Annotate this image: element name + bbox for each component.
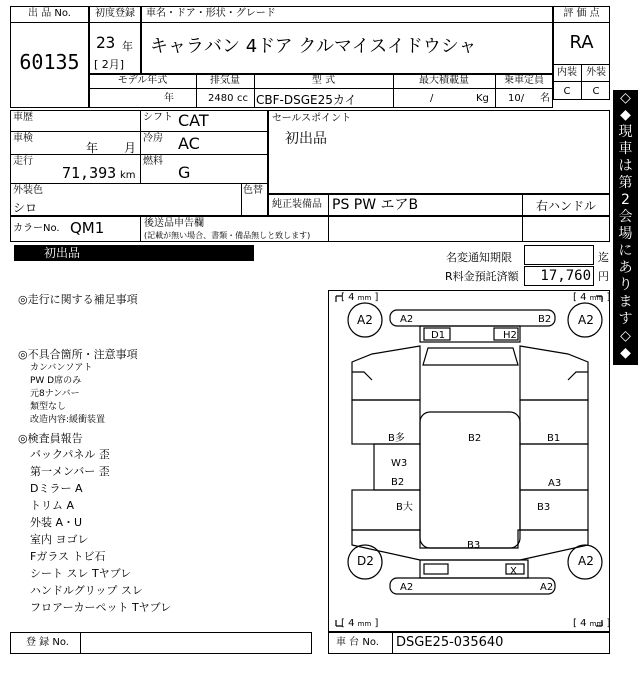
inspector-title: ◎検査員報告 [18,432,83,445]
sidebar-char: 第 [618,175,633,191]
defect-item: 改造内容:緩衝装置 [30,415,106,425]
model-year-label: モデル年式 [117,75,168,86]
first-reg-divider [89,22,141,23]
info-h2 [10,154,268,155]
type-value: CBF-DSGE25カイ [256,93,357,107]
location-sidebar [613,90,638,365]
first-reg-year-unit: 年 [122,40,133,53]
inspection-label: 車検 [13,133,33,144]
car-diagram-lines [328,290,610,632]
car-name-divider [141,22,553,23]
sidebar-char: 2 [621,192,630,208]
panel-center-top: B2 [468,433,482,444]
mileage-label: 走行 [13,156,33,167]
reg-no-divider [80,632,81,654]
panel-right-mid: A3 [548,478,562,489]
sidebar-char: 現 [618,124,633,140]
panel-center-bottom: B3 [467,540,481,551]
info-v1 [140,110,141,183]
inspector-item: ハンドルグリップ スレ [30,584,143,597]
fuel-label: 燃料 [143,156,163,167]
max-load-unit: Kg [476,93,489,104]
mileage-unit: km [120,170,136,181]
inspection-year-unit: 年 [86,141,99,155]
model-year-unit: 年 [164,93,174,104]
sidebar-char: あ [618,260,633,276]
defects-title: ◎不具合箇所・注意事項 [18,348,138,361]
sidebar-char: す [618,311,633,327]
equipment-value: PS PW エアB [332,197,419,213]
tire-top-right: [ 4 mm ] [573,292,611,303]
info-h1 [10,131,268,132]
wheel-rear-right: A2 [578,554,594,568]
interior-grade: C [563,86,571,97]
sidebar-char: に [618,243,633,259]
tire-bottom-left: [ 4 mm ] [341,618,379,629]
sidebar-char: り [618,277,633,293]
sidebar-char: は [618,158,633,174]
max-load-value: / [430,93,434,104]
inspection-month-unit: 月 [124,141,137,155]
lamp-right: H2 [503,330,517,341]
recycle-amount: 17,760 [540,268,591,284]
lot-label: 出 品 No. [28,8,71,19]
lot-number: 60135 [19,50,80,74]
aircon-label: 冷房 [143,133,163,144]
mileage-value: 71,393 [62,164,117,182]
sidebar-char: 会 [618,209,633,225]
type-label: 型 式 [311,75,336,86]
capacity-unit: 名 [540,93,550,104]
panel-left-big: B大 [396,502,413,513]
inspector-item: 外装 A・U [30,516,83,529]
ext-color-label: 外装色 [13,185,43,196]
driving-notes-title: ◎走行に関する補足事項 [18,293,138,306]
name-change-unit: 迄 [598,251,609,264]
sidebar-char: ◇ [620,90,631,106]
inspector-item: Fガラス トビ石 [30,550,106,563]
color-no-label: カラーNo. [13,223,60,234]
sidebar-char: 場 [618,226,633,242]
displacement-value: 2480 [208,93,234,104]
rating-divider [553,22,610,23]
grade-divider-h [553,81,610,82]
lamp-left: D1 [431,330,446,341]
color-change-label: 色替 [243,185,263,196]
color-no-value: QM1 [70,219,105,237]
tire-top-left: [ 4 mm ] [341,292,379,303]
aftermarket-note: (記載が無い場合、書類・備品無しと致します) [144,231,311,240]
capacity-value: 10/ [508,93,525,104]
chassis-divider [392,632,393,654]
first-listing-text: 初出品 [44,246,81,260]
panel-left-b2: B2 [391,477,405,488]
panel-left-w3: W3 [391,458,408,469]
defect-item: カンバンソアト [30,363,93,373]
recycle-label: R料金預託済額 [445,270,519,283]
exterior-grade: C [592,86,600,97]
inspector-item: 第一メンバー 歪 [30,465,110,478]
aircon-value: AC [178,134,200,153]
inspector-item: バックパネル 歪 [30,448,110,461]
name-change-label: 名変通知期限 [446,251,512,264]
first-reg-month: [ 2月] [94,58,125,71]
panel-right-top: B1 [547,433,561,444]
inspector-item: 室内 ヨゴレ [30,533,89,546]
bumper-front-left: A2 [400,314,414,325]
sidebar-char: ◆ [620,107,631,123]
sidebar-char: ◇ [620,328,631,344]
reg-no-label: 登 録 No. [26,637,69,648]
rating-value: RA [569,32,594,53]
tire-bottom-right: [ 4 mm ] [573,618,611,629]
info-h3 [10,183,268,184]
info-grid [10,110,268,216]
max-load-label: 最大積載量 [419,75,469,86]
bumper-rear-right: A2 [540,582,554,593]
shift-value: CAT [178,111,209,130]
defects-list [30,362,105,427]
panel-left-top: B多 [388,433,405,444]
displacement-unit: cc [237,93,248,104]
equip-v1 [328,194,329,216]
color-v3 [522,216,523,242]
defect-item: PW D席のみ [30,376,82,386]
steering-value: 右ハンドル [535,199,596,213]
capacity-label: 乗車定員 [504,75,544,86]
color-v1 [140,216,141,242]
info-v2 [241,183,242,216]
rating-label: 評 価 点 [563,8,600,19]
car-name: キャラバン 4ドア クルマイスイドウシャ [150,36,477,57]
aftermarket-label: 後送品申告欄 [144,218,204,229]
bumper-front-right: B2 [538,314,552,325]
sales-point-value: 初出品 [285,131,327,147]
lot-divider [10,22,89,23]
wheel-front-right: A2 [578,313,594,327]
sidebar-char: 車 [618,141,633,157]
sales-point-label: セールスポイント [272,113,352,124]
inspector-item: シート スレ Tヤブレ [30,567,132,580]
exterior-label: 外装 [586,67,606,78]
interior-label: 内装 [557,67,577,78]
defect-item: 類型なし [30,402,67,412]
recycle-unit: 円 [598,270,609,283]
color-v2 [328,216,329,242]
ext-color-value: シロ [13,201,38,215]
panel-right-bottom: B3 [537,502,551,513]
chassis-no: DSGE25-035640 [396,635,504,650]
equipment-label: 純正装備品 [272,199,322,210]
wheel-front-left: A2 [357,313,373,327]
history-label: 車歴 [13,112,33,123]
rear-x-mark: X [510,566,517,577]
displacement-label: 排気量 [210,75,240,86]
bumper-rear-left: A2 [400,582,414,593]
chassis-label: 車 台 No. [336,637,379,648]
sidebar-char: ◆ [620,345,631,361]
inspector-item: トリム A [30,499,75,512]
wheel-rear-left: D2 [357,554,374,568]
name-change-field [524,245,594,265]
inspector-item: フロアーカーペット Tヤブレ [30,601,172,614]
first-reg-year: 23 [96,33,116,52]
car-name-label: 車名・ドア・形状・グレード [146,8,276,19]
spec-divider [89,88,553,89]
shift-label: シフト [143,112,173,123]
fuel-value: G [178,163,191,182]
defect-item: 元8ナンバー [30,389,80,399]
first-reg-label: 初度登録 [95,8,135,19]
inspector-item: Dミラー A [30,482,83,495]
sidebar-char: ま [618,294,633,310]
inspector-list [30,446,171,616]
